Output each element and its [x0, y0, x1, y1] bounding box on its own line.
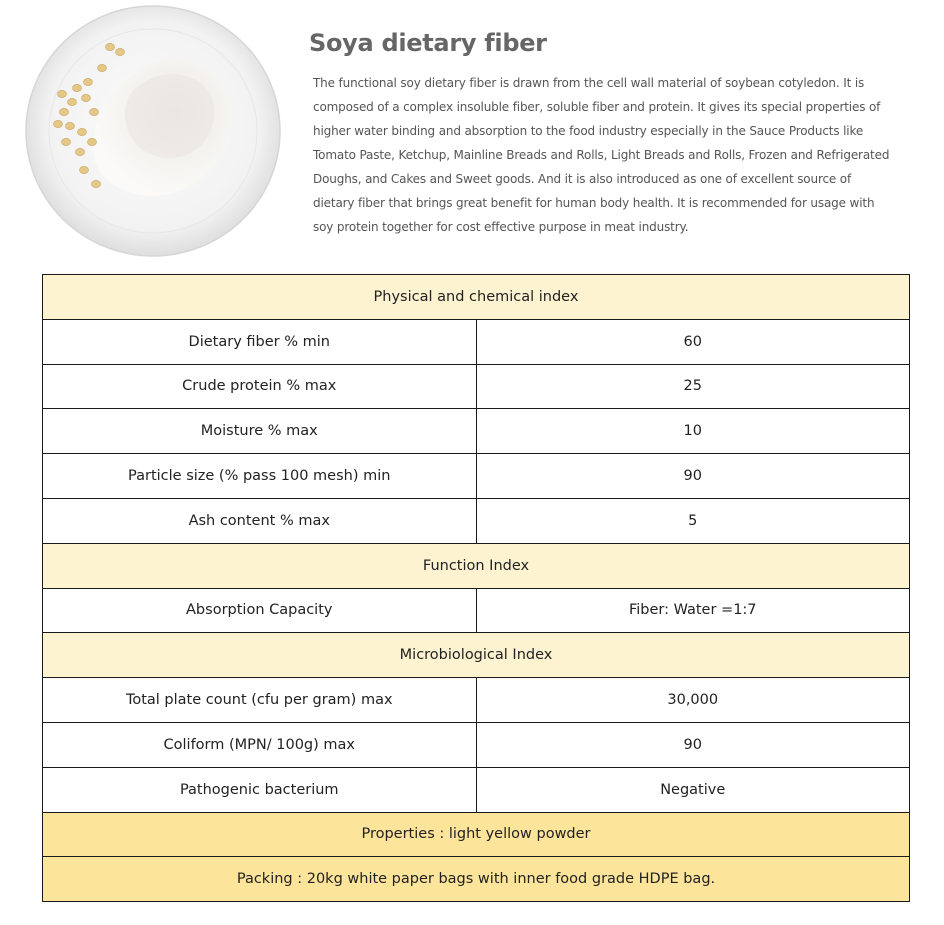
row-label: Dietary fiber % min — [43, 319, 477, 364]
row-value: 90 — [476, 454, 910, 499]
row-value: 25 — [476, 364, 910, 409]
row-label: Pathogenic bacterium — [43, 767, 477, 812]
row-value: 30,000 — [476, 678, 910, 723]
section-heading: Microbiological Index — [43, 633, 910, 678]
row-label: Total plate count (cfu per gram) max — [43, 678, 477, 723]
section-header-physical-chemical — [43, 275, 910, 320]
table-row — [43, 409, 910, 454]
section-heading: Physical and chemical index — [43, 275, 910, 320]
table-row — [43, 678, 910, 723]
row-label: Moisture % max — [43, 409, 477, 454]
table-row — [43, 364, 910, 409]
properties-row — [43, 812, 910, 857]
packing-text: Packing : 20kg white paper bags with inner food grade HDPE bag. — [43, 857, 910, 902]
row-value: 5 — [476, 498, 910, 543]
section-header-microbiological — [43, 633, 910, 678]
section-header-function — [43, 543, 910, 588]
product-description: The functional soy dietary fiber is drawn from the cell wall material of soybean cotyledon. It is composed of a complex insoluble fiber, soluble fiber and protein. It gives its special properties of higher water binding and absorption to the food industry especially in the Sauce Products like Tomato Paste, Ketchup, Mainline Breads and Rolls, Light Breads and Rolls, Frozen and Refrigerated Doughs, and Cakes and Sweet goods. And it is also introduced as one of excellent source of dietary fiber that brings great benefit for human body health. It is recommended for usage with soy protein together for cost effective purpose in meat industry. — [313, 76, 890, 234]
table-row — [43, 498, 910, 543]
table-row — [43, 588, 910, 633]
section-heading: Function Index — [43, 543, 910, 588]
table-row — [43, 454, 910, 499]
row-label: Ash content % max — [43, 498, 477, 543]
product-title: Soya dietary fiber — [309, 29, 547, 57]
table-row — [43, 722, 910, 767]
row-value: Fiber: Water =1:7 — [476, 588, 910, 633]
row-label: Particle size (% pass 100 mesh) min — [43, 454, 477, 499]
product-photo-powder-plate — [22, 2, 284, 260]
row-label: Coliform (MPN/ 100g) max — [43, 722, 477, 767]
row-value: Negative — [476, 767, 910, 812]
properties-text: Properties : light yellow powder — [43, 812, 910, 857]
table-row — [43, 767, 910, 812]
row-label: Crude protein % max — [43, 364, 477, 409]
packing-row — [43, 857, 910, 902]
row-value: 90 — [476, 722, 910, 767]
specification-table — [42, 274, 910, 902]
row-value: 10 — [476, 409, 910, 454]
row-label: Absorption Capacity — [43, 588, 477, 633]
table-row — [43, 319, 910, 364]
row-value: 60 — [476, 319, 910, 364]
